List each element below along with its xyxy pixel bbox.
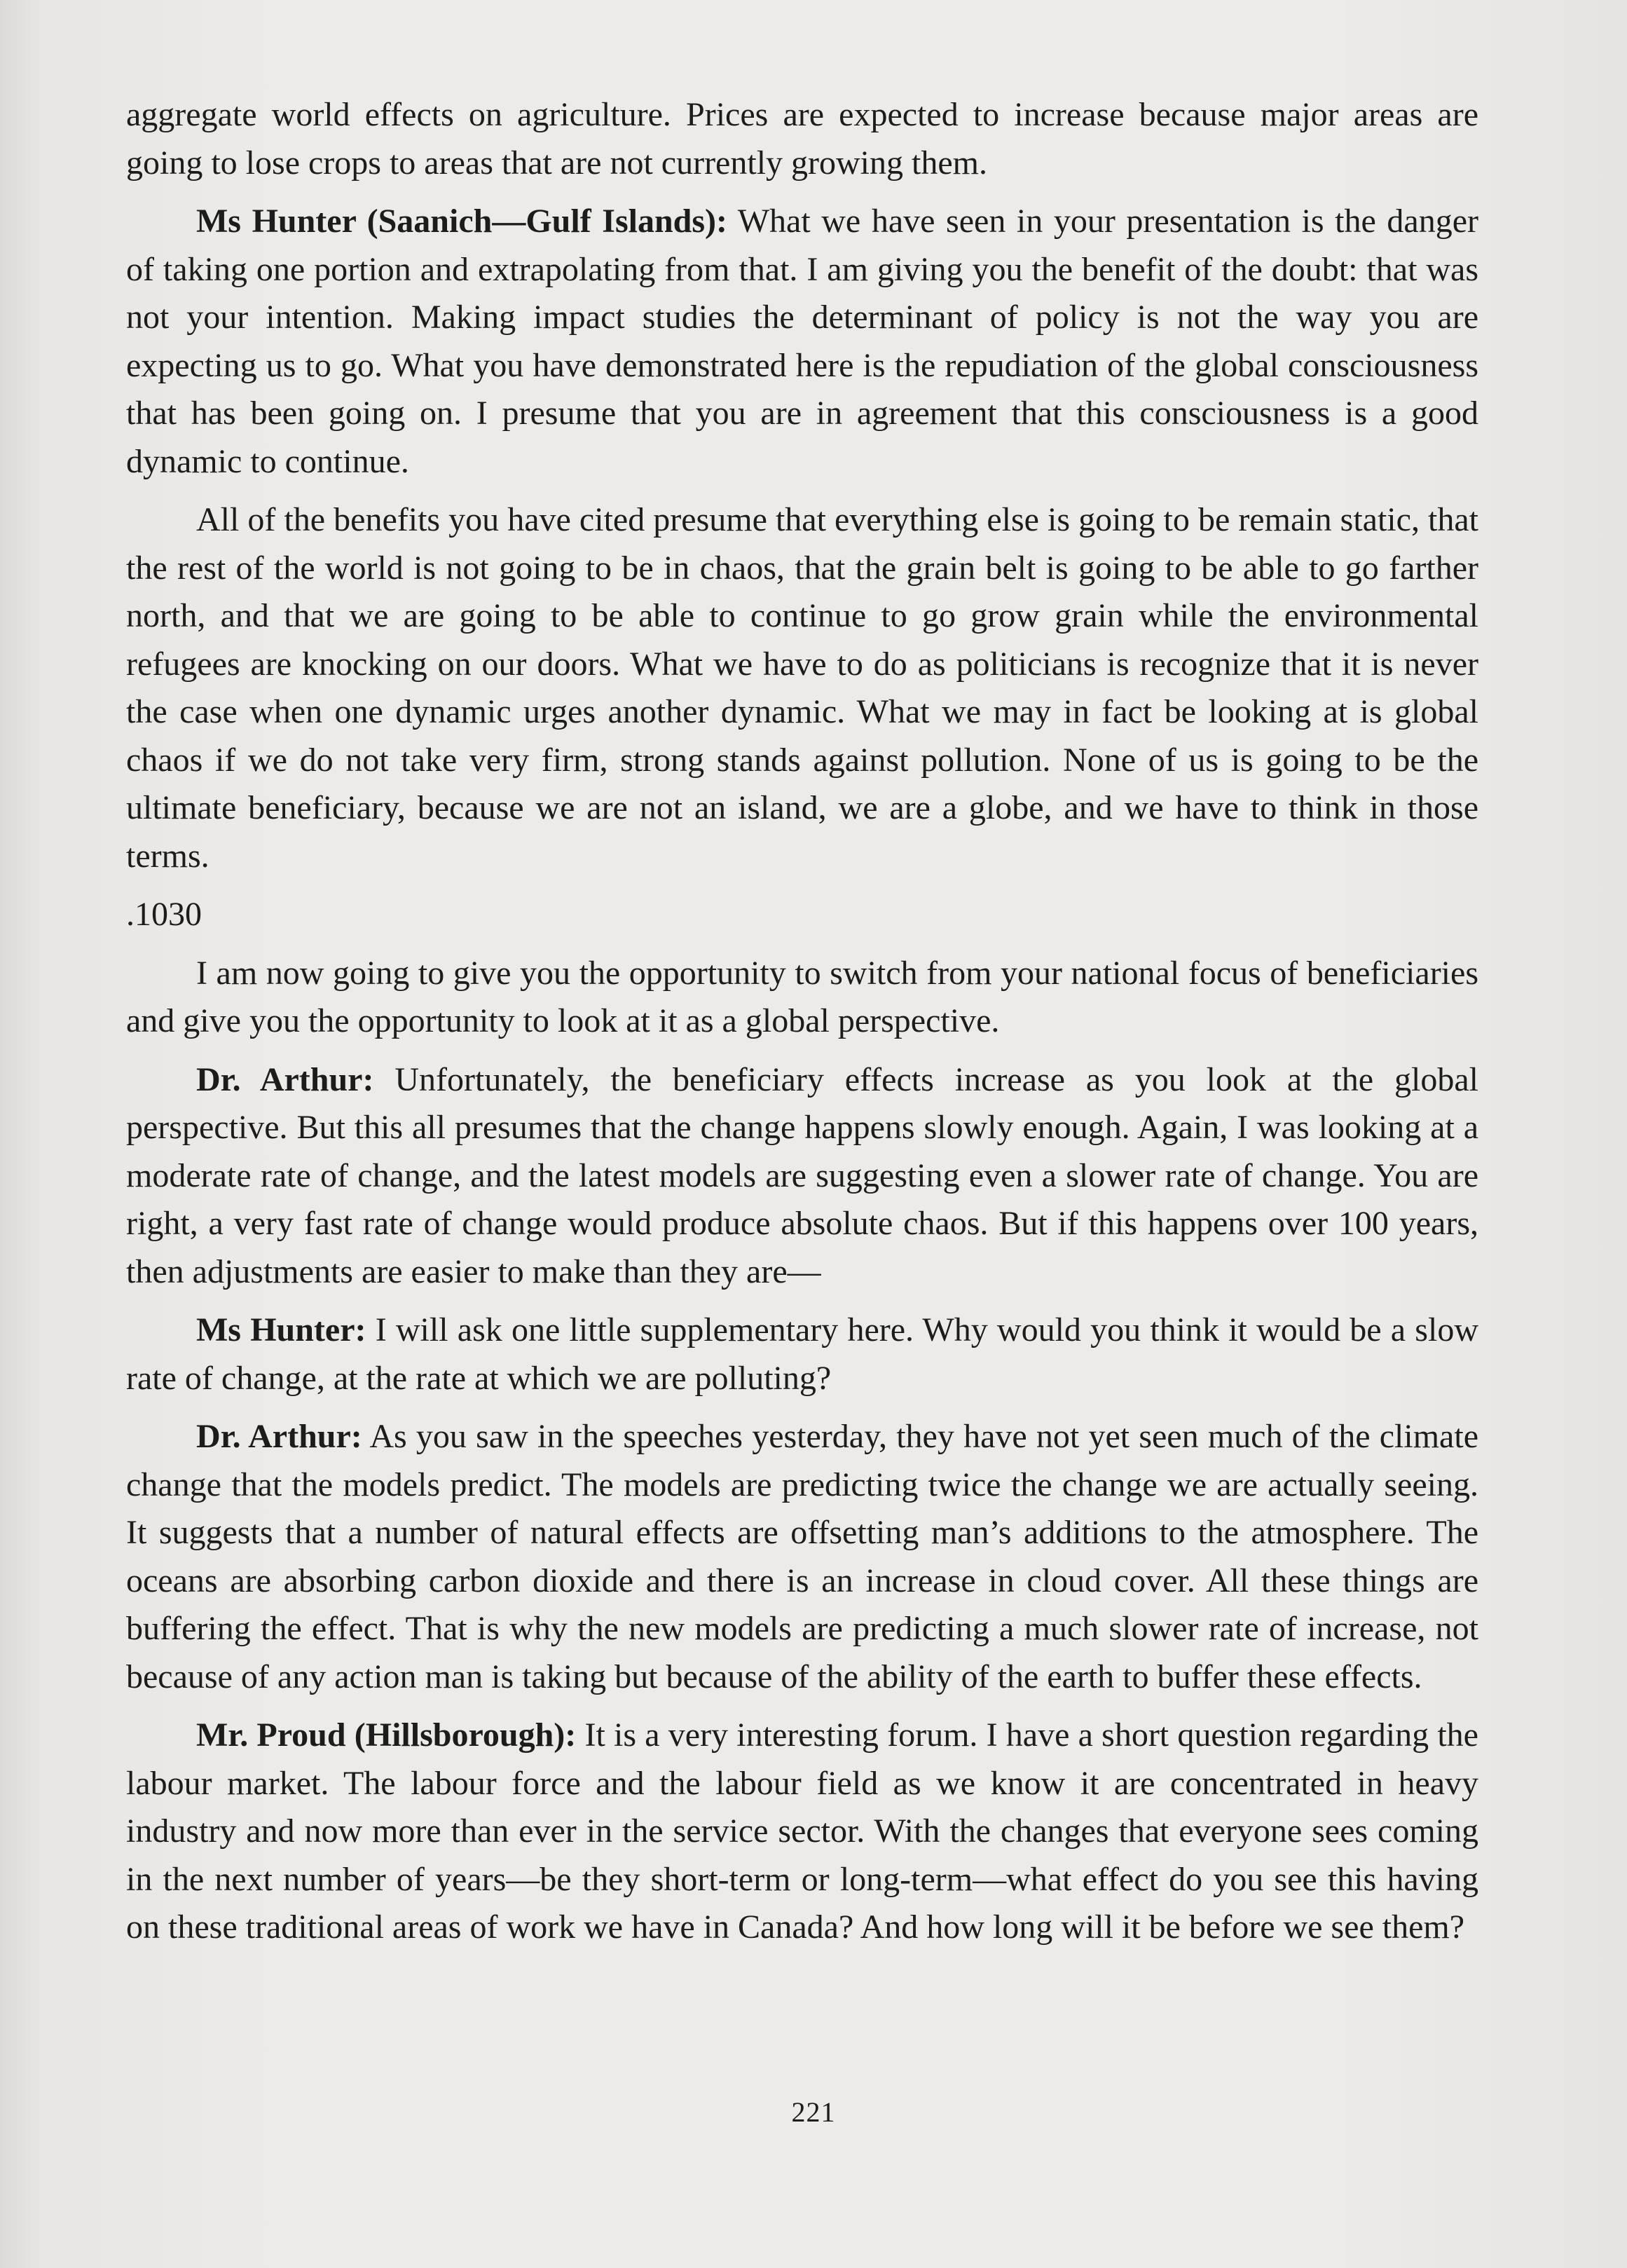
paragraph-text: I will ask one little supplementary here. Why would you think it would be a slow rate of change, at the rate at which we are polluting? (126, 1311, 1478, 1397)
paragraph-text: All of the benefits you have cited presume that everything else is going to be remain static, that the rest of the world is not going to be in chaos, that the grain belt is going to be able to go farther north, and that we are going to be able to continue to go grow grain while the environmental refugees are knocking on our doors. What we have to do as politicians is recognize that it is never the case when one dynamic urges another dynamic. What we may in fact be looking at is global chaos if we do not take very firm, strong stands against pollution. None of us is going to be the ultimate beneficiary, because we are not an island, we are a globe, and we have to think in those terms. (126, 501, 1478, 875)
paragraph-text: Unfortunately, the beneficiary effects increase as you look at the global perspective. But this all presumes that the change happens slowly enough. Again, I was looking at a moderate rate of change, and the latest models are suggesting even a slower rate of change. You are right, a very fast rate of change would produce absolute chaos. But if this happens over 100 years, then adjustments are easier to make than they are— (126, 1060, 1478, 1290)
speaker-name: Mr. Proud (Hillsborough): (196, 1716, 577, 1754)
paragraph (126, 1712, 1478, 1952)
paragraph (126, 1056, 1478, 1297)
paragraph (126, 1413, 1478, 1701)
time-marker-text: .1030 (126, 896, 202, 933)
speaker-name: Ms Hunter (Saanich—Gulf Islands): (196, 203, 728, 240)
paragraph (126, 91, 1478, 187)
paragraph-text: What we have seen in your presentation is the danger of taking one portion and extrapolating from that. I am giving you the benefit of the doubt: that was not your intention. Making impact studies the determinant of policy is not the way you are expecting us to go. What you have demonstrated here is the repudiation of the global consciousness that has been going on. I presume that you are in agreement that this consciousness is a good dynamic to continue. (126, 203, 1479, 480)
speaker-name: Ms Hunter: (196, 1311, 366, 1348)
paragraph-text: aggregate world effects on agriculture. Prices are expected to increase because major areas are going to lose crops to areas that are not currently growing them. (126, 96, 1478, 182)
page-number: 221 (791, 2096, 836, 2128)
paragraph (126, 1306, 1478, 1402)
paragraph (126, 950, 1478, 1046)
speaker-name: Dr. Arthur: (196, 1060, 374, 1098)
paragraph-text: I am now going to give you the opportunity to switch from your national focus of beneficiaries and give you the opportunity to look at it as a global perspective. (126, 954, 1478, 1039)
paragraph-text: As you saw in the speeches yesterday, they have not yet seen much of the climate change that the models predict. The models are predicting twice the change we are actually seeing. It suggests that a number of natural effects are offsetting man’s additions to the atmosphere. The oceans are absorbing carbon dioxide and there is an increase in cloud cover. All these things are buffering the effect. That is why the new models are predicting a much slower rate of increase, not because of any action man is taking but because of the ability of the earth to buffer these effects. (126, 1418, 1478, 1695)
time-marker (126, 891, 1478, 939)
paragraph (126, 496, 1478, 880)
transcript-body (126, 91, 1478, 1962)
speaker-name: Dr. Arthur: (196, 1418, 362, 1455)
paragraph-text: It is a very interesting forum. I have a short question regarding the labour market. The labour force and the labour field as we know it are concentrated in heavy industry and now more than ever in the service sector. With the changes that everyone sees coming in the next number of years—be they short-term or long-term—what effect do you see this having on these traditional areas of work we have in Canada? And how long will it be before we see them? (126, 1716, 1478, 1946)
paragraph (126, 198, 1478, 486)
